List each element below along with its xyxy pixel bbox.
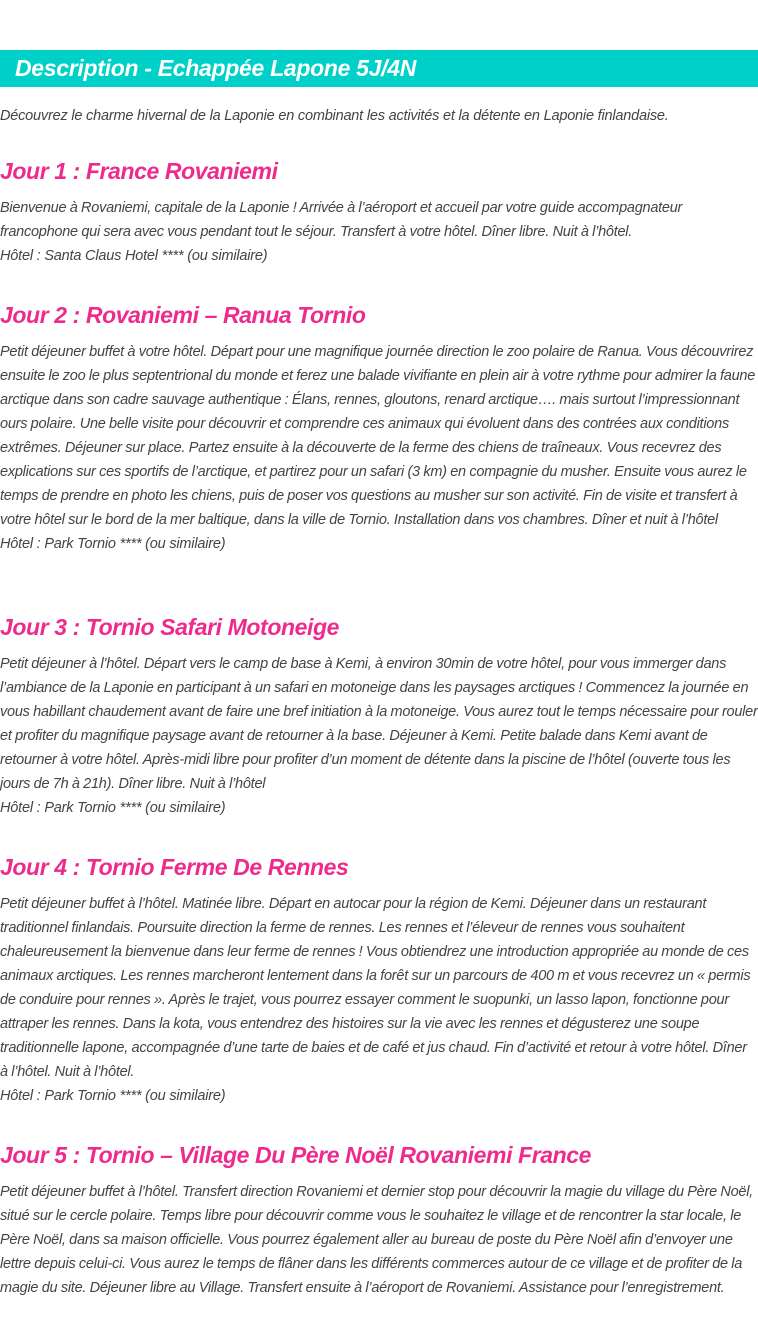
- day-hotel: Hôtel : Park Tornio **** (ou similaire): [0, 536, 226, 552]
- day-title: Jour 4 : Tornio Ferme De Rennes: [0, 854, 349, 880]
- day-title: Jour 2 : Rovaniemi – Ranua Tornio: [0, 302, 366, 328]
- description-banner: [0, 50, 758, 87]
- day-description: Petit déjeuner à l’hôtel. Départ vers le camp de base à Kemi, à environ 30min de votre hôtel, pour vous immerger dans l’ambiance de la Laponie en participant à un safari en motoneige dans les paysages arctiques ! Commencez la journée en vous habillant chaudement avant de faire une bref initiation à la motoneige. Vous aurez tout le temps nécessaire pour rouler et profiter du magnifique paysage avant de retourner à la base. Déjeuner à Kemi. Petite balade dans Kemi avant de retourner à votre hôtel. Après-midi libre pour profiter d’un moment de détente dans la piscine de l’hôtel (ouverte tous les jours de 7h à 21h). Dîner libre. Nuit à l’hôtel: [0, 656, 758, 792]
- day-description: Petit déjeuner buffet à l’hôtel. Matinée libre. Départ en autocar pour la région de Kemi. Déjeuner dans un restaurant traditionnel finlandais. Poursuite direction la ferme de rennes. Les rennes et l’éleveur de rennes vous souhaitent chaleureusement la bienvenue dans leur ferme de rennes ! Vous obtiendrez une introduction appropriée au monde de ces animaux arctiques. Les rennes marcheront lentement dans la forêt sur un parcours de 400 m et vous recevrez un « permis de conduire pour rennes ». Après le trajet, vous pourrez essayer comment le suopunki, un lasso lapon, fonctionne pour attraper les rennes. Dans la kota, vous entendrez des histoires sur la vie avec les rennes et dégusterez une soupe traditionnelle lapone, accompagnée d’une tarte de baies et de café et jus chaud. Fin d’activité et retour à votre hôtel. Dîner à l’hôtel. Nuit à l’hôtel.: [0, 896, 751, 1080]
- day-hotel: Hôtel : Park Tornio **** (ou similaire): [0, 1088, 226, 1104]
- day-hotel: Hôtel : Santa Claus Hotel **** (ou similaire): [0, 248, 268, 264]
- day-section-5: [0, 1140, 758, 1300]
- day-section-2: [0, 300, 758, 556]
- day-title: Jour 1 : France Rovaniemi: [0, 158, 278, 184]
- day-section-1: [0, 156, 758, 268]
- day-description: Petit déjeuner buffet à l’hôtel. Transfert direction Rovaniemi et dernier stop pour découvrir la magie du village du Père Noël, situé sur le cercle polaire. Temps libre pour découvrir comme vous le souhaitez le village et de rencontrer la star locale, le Père Noël, dans sa maison officielle. Vous pourrez également aller au bureau de poste du Père Noël afin d’envoyer une lettre depuis celui-ci. Vous aurez le temps de flâner dans les différents commerces autour de ce village et de profiter de la magie du site. Déjeuner libre au Village. Transfert ensuite à l’aéroport de Rovaniemi. Assistance pour l’enregistrement.: [0, 1184, 753, 1296]
- day-description: Bienvenue à Rovaniemi, capitale de la Laponie ! Arrivée à l’aéroport et accueil par votre guide accompagnateur francophone qui sera avec vous pendant tout le séjour. Transfert à votre hôtel. Dîner libre. Nuit à l’hôtel.: [0, 200, 683, 240]
- day-section-4: [0, 852, 758, 1108]
- day-hotel: Hôtel : Park Tornio **** (ou similaire): [0, 800, 226, 816]
- day-title: Jour 3 : Tornio Safari Motoneige: [0, 614, 340, 640]
- description-intro: Découvrez le charme hivernal de la Laponie en combinant les activités et la détente en Laponie finlandaise.: [0, 108, 669, 124]
- day-title: Jour 5 : Tornio – Village Du Père Noël Rovaniemi France: [0, 1142, 592, 1168]
- day-section-3: [0, 612, 758, 820]
- description-title: Description - Echappée Lapone 5J/4N: [15, 55, 417, 81]
- day-description: Petit déjeuner buffet à votre hôtel. Départ pour une magnifique journée direction le zoo polaire de Ranua. Vous découvrirez ensuite le zoo le plus septentrional du monde et ferez une balade vivifiante en plein air à votre rythme pour admirer la faune arctique dans son cadre sauvage authentique : Élans, rennes, gloutons, renard arctique…. mais surtout l’impressionnant ours polaire. Une belle visite pour découvrir et comprendre ces animaux qui évoluent dans des contrées aux conditions extrêmes. Déjeuner sur place. Partez ensuite à la découverte de la ferme des chiens de traîneaux. Vous recevrez des explications sur ces sportifs de l’arctique, et partirez pour un safari (3 km) en compagnie du musher. Ensuite vous aurez le temps de prendre en photo les chiens, puis de poser vos questions au musher sur son activité. Fin de visite et transfert à votre hôtel sur le bord de la mer baltique, dans la ville de Tornio. Installation dans vos chambres. Dîner et nuit à l’hôtel: [0, 344, 756, 528]
